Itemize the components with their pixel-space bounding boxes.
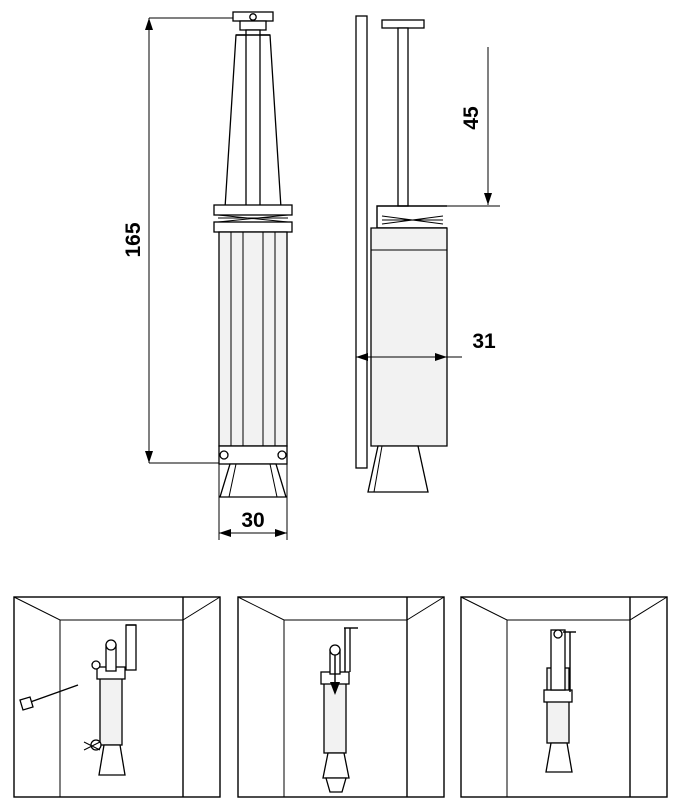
front-body bbox=[219, 232, 287, 446]
dim-45-label: 45 bbox=[460, 106, 483, 130]
dim-30-arrow-right bbox=[275, 529, 287, 537]
front-lower-bracket bbox=[219, 446, 287, 464]
front-pivot-left bbox=[220, 451, 228, 459]
dim-165-arrow-bottom bbox=[145, 451, 153, 463]
front-view bbox=[214, 12, 292, 497]
dim-165-label: 165 bbox=[122, 222, 145, 258]
step-2 bbox=[238, 597, 444, 797]
step-3 bbox=[461, 597, 667, 797]
step-1-screwdriver-handle bbox=[20, 697, 33, 710]
dim-45-arrow-bottom bbox=[484, 193, 492, 205]
dimension-45 bbox=[447, 47, 500, 206]
side-body bbox=[371, 228, 447, 446]
dim-31-label: 31 bbox=[472, 330, 496, 353]
side-foot bbox=[368, 446, 428, 492]
side-top-plate bbox=[382, 20, 424, 28]
side-view bbox=[356, 16, 447, 492]
step-1-foot bbox=[99, 745, 125, 775]
step-2-foot bbox=[323, 753, 349, 778]
front-sleeve-left bbox=[225, 35, 246, 208]
step-1-knob bbox=[106, 640, 116, 650]
dim-30-label: 30 bbox=[241, 509, 265, 532]
side-spring-coils bbox=[382, 216, 443, 224]
front-spring-plate-lower bbox=[214, 222, 292, 232]
front-sleeve-right bbox=[260, 35, 281, 208]
step-1-lever bbox=[126, 625, 136, 670]
front-spring-coils bbox=[218, 215, 288, 222]
front-top-collar bbox=[240, 21, 266, 30]
step-3-knob bbox=[554, 630, 562, 638]
front-spring-plate-upper bbox=[214, 205, 292, 215]
side-rod bbox=[398, 28, 408, 206]
dim-165-arrow-top bbox=[145, 18, 153, 30]
dimension-165 bbox=[122, 18, 233, 463]
side-back-plate bbox=[356, 16, 367, 468]
step-3-bracket bbox=[544, 690, 572, 702]
step-1 bbox=[14, 597, 220, 797]
front-top-hole bbox=[250, 14, 256, 20]
step-3-rod bbox=[551, 630, 565, 690]
step-2-foot-tip bbox=[326, 778, 346, 792]
step-2-knob bbox=[330, 645, 340, 655]
step-1-bolt-body bbox=[100, 670, 122, 745]
front-pivot-right bbox=[278, 451, 286, 459]
step-1-screw-upper bbox=[92, 661, 100, 669]
dim-30-arrow-left bbox=[219, 529, 231, 537]
front-rod bbox=[246, 30, 260, 208]
step-3-foot bbox=[546, 743, 572, 772]
